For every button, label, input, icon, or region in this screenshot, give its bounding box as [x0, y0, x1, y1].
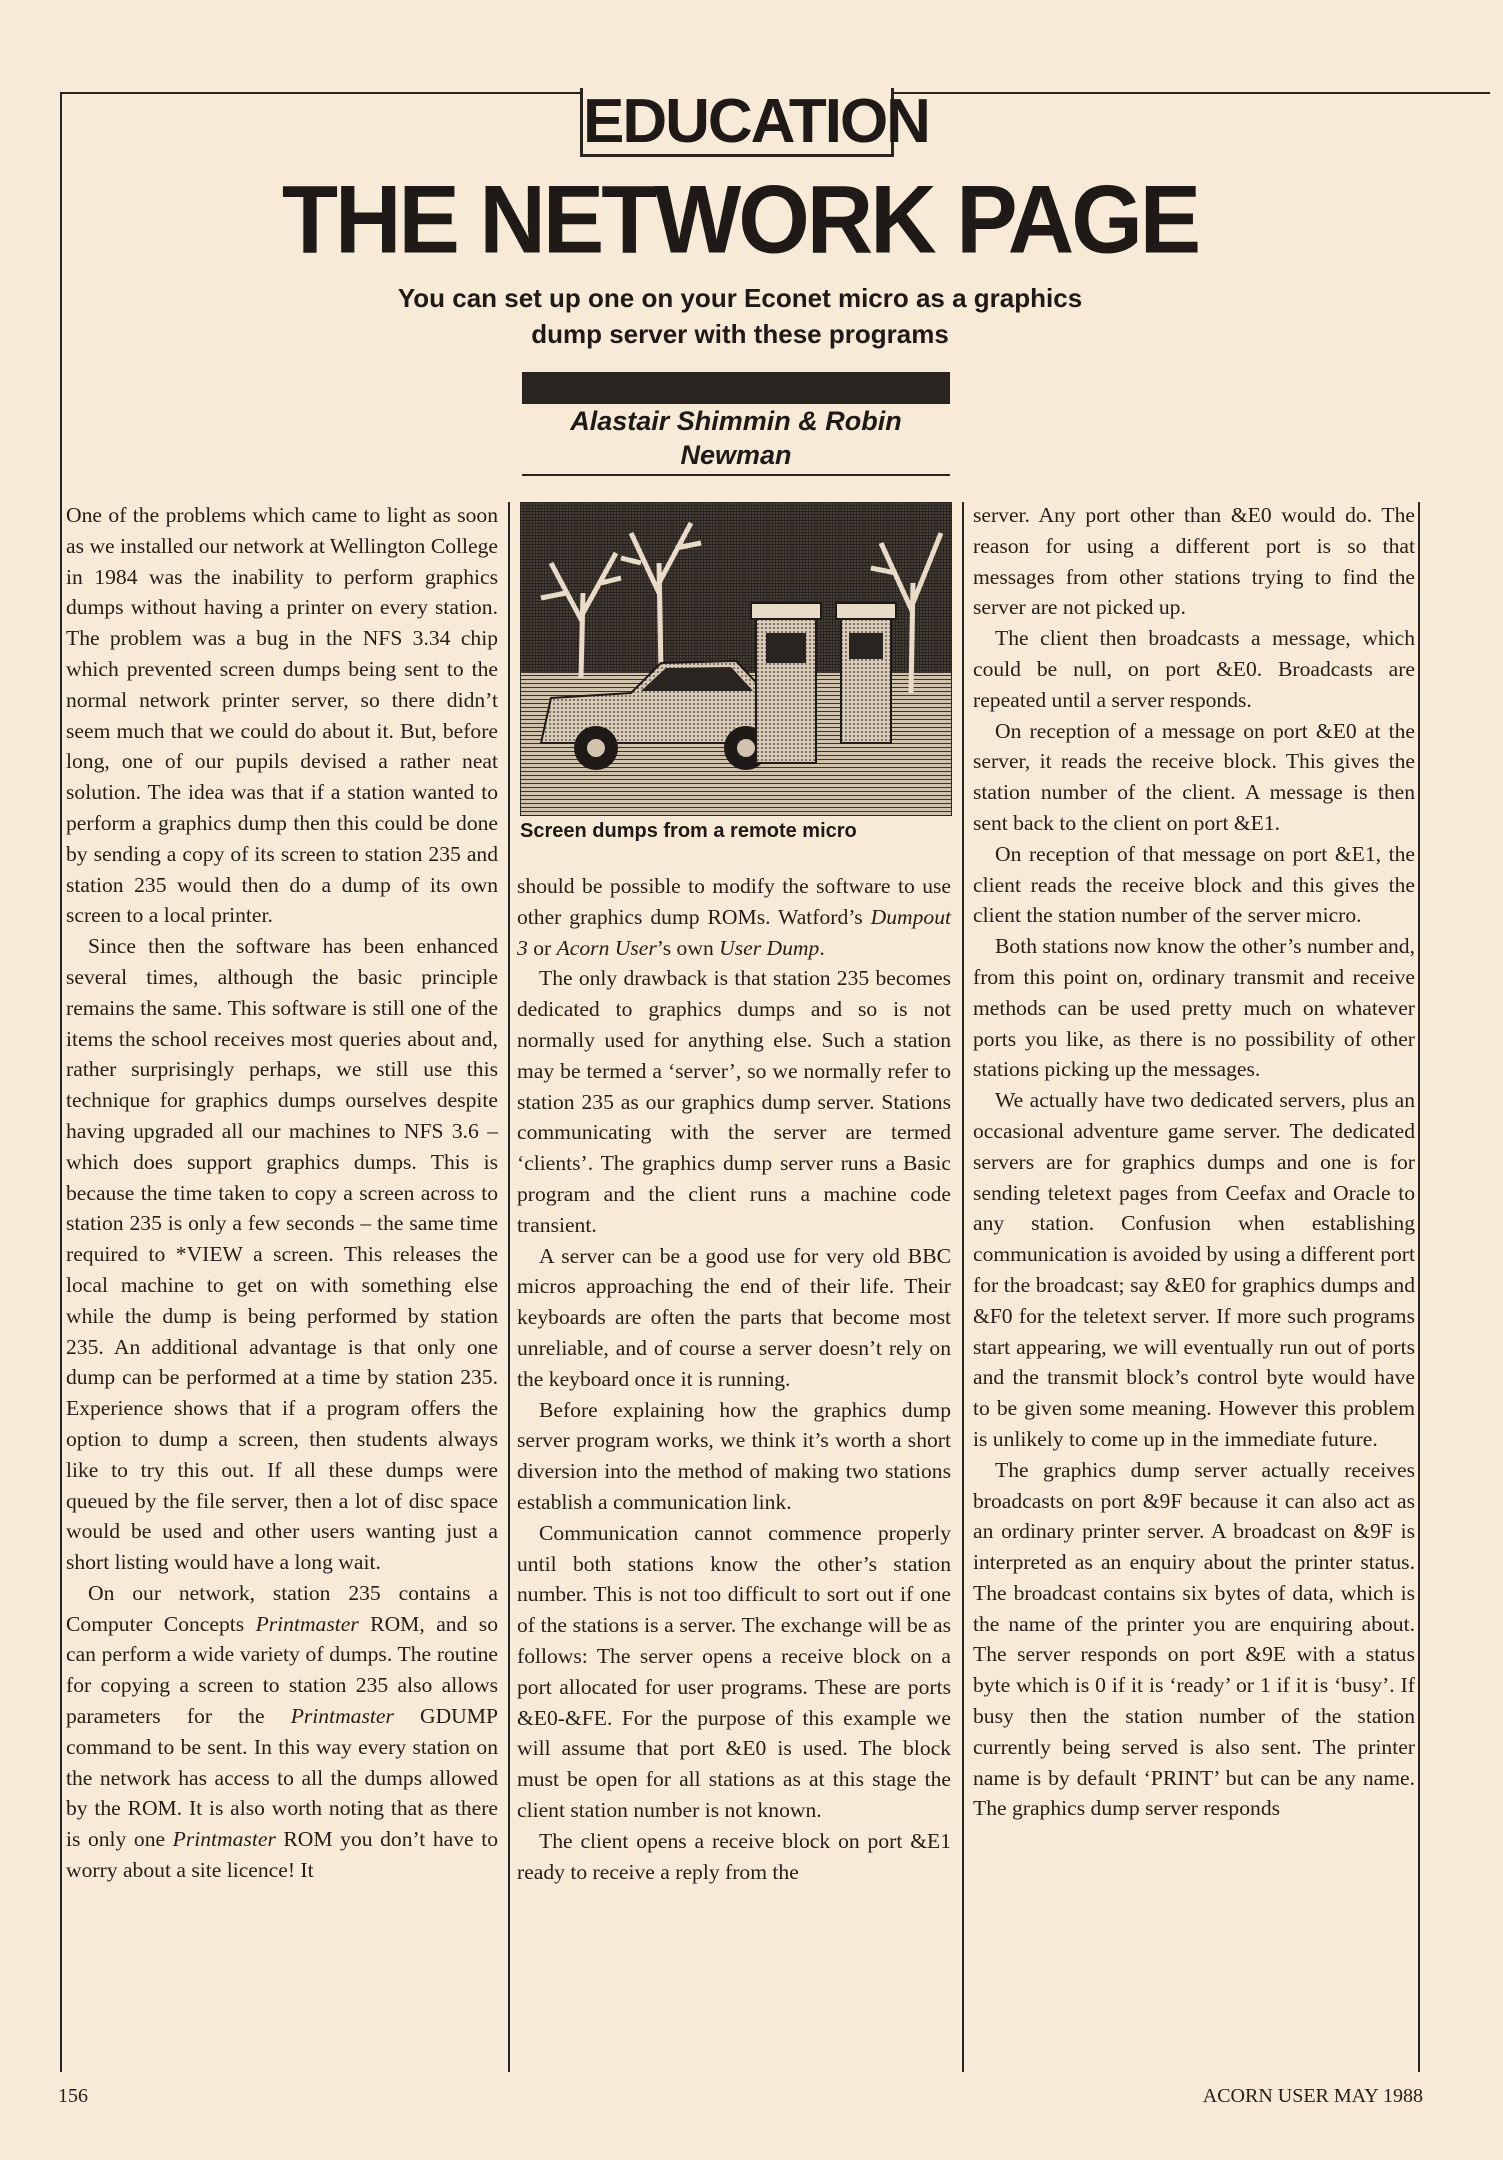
section-tag: EDUCATION — [580, 88, 894, 157]
issue-footer: ACORN USER MAY 1988 — [1202, 2085, 1423, 2107]
paragraph: On our network, station 235 contains a Computer Concepts Printmaster ROM, and so can perform a wide variety of dumps. The routine for copying a screen to station 235 also allows parameters for the Printmaster GDUMP command to be sent. In this way every station on the network has access to all the dumps allowed by the ROM. It is also worth noting that as there is only one Printmaster ROM you don’t have to worry about a site licence! It — [66, 1580, 498, 1883]
byline-bar — [522, 372, 950, 404]
paragraph: The client opens a receive block on port &E1 ready to receive a reply from the — [517, 1828, 951, 1884]
paragraph: The only drawback is that station 235 becomes dedicated to graphics dumps and so is not normally used for anything else. Such a station may be termed a ‘server’, so we normally refer to station 235 as our graphics dump server. Stations communicating with the server are termed ‘clients’. The graphics dump server runs a Basic program and the client runs a machine code transient. — [517, 966, 951, 1237]
paragraph: One of the problems which came to light as soon as we installed our network at Wellington College in 1984 was the inability to perform graphics dumps without having a printer on every station. The problem was a bug in the NFS 3.34 chip which prevented screen dumps being sent to the normal network printer server, so there didn’t seem much that we could do about it. But, before long, one of our pupils devised a rather neat solution. The idea was that if a station wanted to perform a graphics dump then this could be done by sending a copy of its screen to station 235 and station 235 would then do a dump of its own screen to a local printer. — [66, 503, 498, 928]
paragraph: server. Any port other than &E0 would do. The reason for using a different port is so that messages from other stations trying to find the server are not picked up. — [973, 503, 1415, 620]
byline: Alastair Shimmin & Robin Newman — [522, 404, 950, 476]
paragraph: Communication cannot commence properly until both stations know the other’s station number. This is not too difficult to sort out if one of the stations is a server. The exchange will be as follows: The server opens a receive block on a port allocated for user programs. These are ports &E0-&FE. For the purpose of this example we will assume that port &E0 is used. The block must be open for all stations as at this stage the client station number is not known. — [517, 1520, 951, 1822]
column-rule — [508, 502, 510, 2072]
column-rule — [1418, 502, 1420, 2072]
column-1 — [66, 500, 498, 1886]
screen-dump-graphic — [521, 503, 951, 815]
paragraph: The client then broadcasts a message, which could be null, on port &E0. Broadcasts are repeated until a server responds. — [973, 626, 1415, 712]
figure-caption: Screen dumps from a remote micro — [520, 820, 857, 842]
paragraph: Since then the software has been enhanced several times, although the basic principle remains the same. This software is still one of the items the school receives most queries about and, rather surprisingly perhaps, we still use this technique for graphics dumps ourselves despite having upgraded all our machines to NFS 3.6 – which does support graphics dumps. This is because the time taken to copy a screen across to station 235 is only a few seconds – the same time required to *VIEW a screen. This releases the local machine to get on with something else while the dump is being performed by station 235. An additional advantage is that only one dump can be performed at a time by station 235. Experience shows that if a program offers the option to dump a screen, then students always like to try this out. If all these dumps were queued by the file server, then a lot of disc space would be used and other users wanting just a short listing would have a long wait. — [66, 934, 498, 1575]
paragraph: On reception of that message on port &E1, the client reads the receive block and this gives the client the station number of the server micro. — [973, 841, 1415, 928]
frame-left-rule — [60, 92, 62, 2072]
paragraph: On reception of a message on port &E0 at the server, it reads the receive block. This gives the station number of the client. A message is then sent back to the client on port &E1. — [973, 718, 1415, 835]
headline: THE NETWORK PAGE — [281, 166, 1199, 274]
paragraph: A server can be a good use for very old BBC micros approaching the end of their life. Their keyboards are often the parts that become most unreliable, and of course a server doesn’t rely on the keyboard once it is running. — [517, 1243, 951, 1391]
column-3 — [973, 500, 1415, 1824]
page-number: 156 — [58, 2085, 88, 2107]
paragraph: Before explaining how the graphics dump server program works, we think it’s worth a short diversion into the method of making two stations establish a communication link. — [517, 1397, 951, 1514]
paragraph: should be possible to modify the software to use other graphics dump ROMs. Watford’s Dumpout 3 or Acorn User’s own User Dump. — [517, 874, 951, 960]
column-rule — [962, 502, 964, 2072]
standfirst: You can set up one on your Econet micro as a graphics dump server with these programs — [397, 283, 1083, 349]
column-2 — [517, 871, 951, 1887]
paragraph: The graphics dump server actually receives broadcasts on port &9F because it can also act as an ordinary printer server. A broadcast on &9F is interpreted as an enquiry about the printer status. The broadcast contains six bytes of data, which is the name of the printer you are enquiring about. The server responds on port &9E with a status byte which is 0 if it is ‘ready’ or 1 if it is ‘busy’. If busy then the station number of the station currently being served is also sent. The printer name is by default ‘PRINT’ but can be any name. The graphics dump server responds — [973, 1457, 1415, 1821]
paragraph: We actually have two dedicated servers, plus an occasional adventure game server. The dedicated servers are for graphics dumps and one is for sending teletext pages from Ceefax and Oracle to any station. Confusion when establishing communication is avoided by using a different port for the broadcast; say &E0 for graphics dumps and &F0 for the teletext server. If more such programs start appearing, we will eventually run out of ports and the transmit block’s control byte would have to be given some meaning. However this problem is unlikely to come up in the immediate future. — [973, 1088, 1415, 1451]
paragraph: Both stations now know the other’s number and, from this point on, ordinary transmit and receive methods can be used pretty much on whatever ports you like, as there is no possibility of other stations picking up the messages. — [973, 934, 1415, 1082]
screen-dump-illustration — [520, 502, 952, 816]
